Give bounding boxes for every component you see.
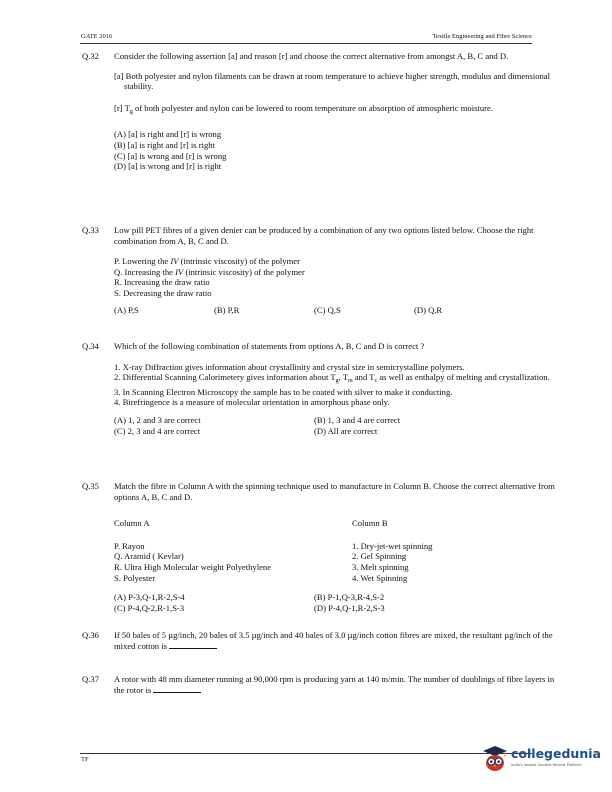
question-number: Q.37 — [82, 674, 99, 684]
option-c: (C) [a] is wrong and [r] is wrong — [114, 150, 227, 161]
question-stem: Low pill PET fibres of a given denier can be produced by a combination of any two options listed below. Choose the right combination from A, B, C and D. — [114, 225, 534, 246]
question-number: Q.33 — [82, 225, 99, 235]
statement-3: 3. In Scanning Electron Microscopy the sample has to be coated with silver to make it conducting. — [114, 386, 453, 397]
statement-1: 1. X-ray Diffraction gives information about crystallinity and crystal size in semicrystalline polymers. — [114, 361, 465, 372]
question-stem: A rotor with 48 mm diameter running at 90,000 rpm is producing yarn at 140 m/min. The number of doublings of fibre layers in the rotor is — [114, 674, 555, 695]
option-s: S. Decreasing the draw ratio — [114, 287, 212, 298]
footer-code: TF — [81, 756, 89, 763]
question-34 — [82, 341, 566, 436]
reason: [r] $T_g$ of both polyester and nylon can be lowered to room temperature on absorption of atmospheric moisture. — [114, 102, 493, 115]
question-number: Q.34 — [82, 341, 99, 351]
column-a-item: Q. Aramid ( Kevlar) — [114, 551, 184, 562]
answer-blank — [169, 641, 217, 649]
question-35 — [82, 481, 566, 613]
column-b-item: 3. Melt spinning — [352, 561, 409, 572]
statement-2: 2. Differential Scanning Calorimetery gives information about $T_g$, $T_m$ and $T_c$ as well as enthalpy of melting and crystallization. — [114, 372, 550, 385]
option-b: (B) P-1,Q-3,R-4,S-2 — [314, 592, 385, 603]
owl-icon — [480, 743, 510, 773]
header-exam: GATE 2016 — [81, 33, 113, 40]
column-b-header: Column B — [352, 518, 388, 529]
answer-blank — [153, 685, 201, 693]
header-paper: Textile Engineering and Fibre Science — [432, 33, 532, 40]
option-q: Q. Increasing the IV (intrinsic viscosity) of the polymer — [114, 266, 305, 277]
question-number: Q.35 — [82, 481, 99, 491]
brand-tagline: India's largest Student Review Platform — [511, 763, 582, 767]
option-a: (A) [a] is right and [r] is wrong — [114, 129, 222, 140]
option-c: (C) Q,S — [314, 304, 341, 315]
question-number: Q.36 — [82, 630, 99, 640]
question-number: Q.32 — [82, 51, 99, 61]
option-b: (B) [a] is right and [r] is right — [114, 139, 215, 150]
question-33 — [82, 225, 566, 315]
option-a: (A) 1, 2 and 3 are correct — [114, 414, 201, 425]
option-d: (D) Q,R — [414, 304, 443, 315]
column-headers — [114, 518, 566, 529]
column-b — [352, 541, 552, 583]
options — [114, 415, 566, 436]
option-p: P. Lowering the IV (intrinsic viscosity) of the polymer — [114, 256, 300, 267]
option-d: (D) [a] is wrong and [r] is right — [114, 161, 222, 172]
column-b-item: 1. Dry-jet-wet spinning — [352, 540, 433, 551]
match-columns — [114, 541, 566, 583]
question-stem: If 50 bales of 5 µg/inch, 20 bales of 3.5 µg/inch and 40 bales of 3.0 µg/inch cotton fibres are mixed, the resultant µg/inch of the mixed cotton is — [114, 630, 553, 651]
statement-4: 4. Birefringence is a measure of molecular orientation in amorphous phase only. — [114, 397, 390, 408]
column-a-header: Column A — [114, 518, 150, 529]
options — [114, 305, 566, 316]
brand-name: collegedunia — [511, 746, 601, 761]
option-c: (C) P-4,Q-2,R-1,S-3 — [114, 602, 185, 613]
option-b: (B) P,R — [214, 304, 240, 315]
option-a: (A) P-3,Q-1,R-2,S-4 — [114, 592, 185, 603]
column-b-item: 2. Gel Spinning — [352, 551, 407, 562]
question-36 — [82, 630, 566, 651]
option-d: (D) P-4,Q-1,R-2,S-3 — [314, 602, 385, 613]
column-a — [114, 541, 352, 583]
footer-rule — [80, 753, 532, 754]
column-b-item: 4. Wet Spinning — [352, 572, 408, 583]
option-r: R. Increasing the draw ratio — [114, 277, 210, 288]
question-stem: Which of the following combination of statements from options A, B, C and D is correct ? — [114, 341, 425, 351]
column-a-item: R. Ultra High Molecular weight Polyethylene — [114, 561, 272, 572]
column-a-item: S. Polyester — [114, 572, 156, 583]
question-32 — [82, 51, 566, 172]
option-d: (D) All are correct — [314, 425, 378, 436]
question-stem: Match the fibre in Column A with the spinning technique used to manufacture in Column B. Choose the correct alternative from options A, B, C and D. — [114, 481, 555, 502]
option-a: (A) P,S — [114, 304, 139, 315]
options — [114, 592, 566, 613]
options — [114, 129, 566, 171]
collegedunia-logo — [480, 743, 601, 777]
option-c: (C) 2, 3 and 4 are correct — [114, 425, 201, 436]
question-37 — [82, 674, 566, 695]
option-b: (B) 1, 3 and 4 are correct — [314, 414, 401, 425]
header-rule — [80, 43, 532, 44]
assertion: [a] Both polyester and nylon filaments can be drawn at room temperature to achieve higher strength, modulus and dimensional stability. — [114, 70, 551, 92]
column-a-item: P. Rayon — [114, 540, 145, 551]
question-stem: Consider the following assertion [a] and reason [r] and choose the correct alternative from amongst A, B, C and D. — [114, 51, 509, 61]
